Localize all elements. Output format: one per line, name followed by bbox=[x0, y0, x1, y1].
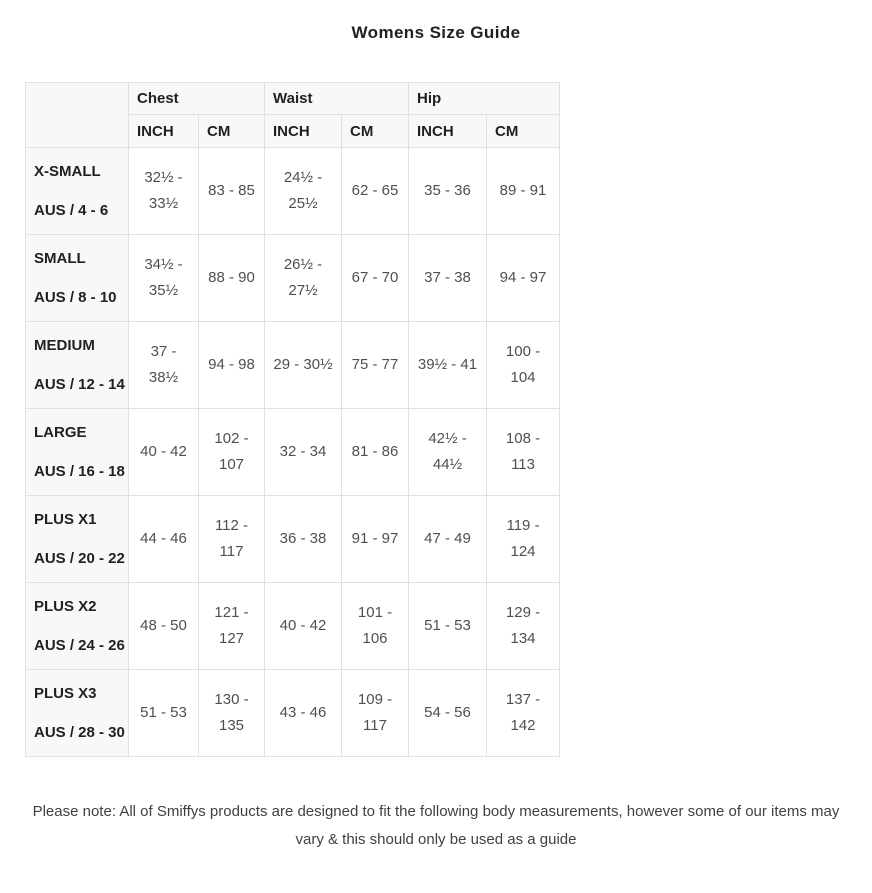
cell-waist-inch: 36 - 38 bbox=[265, 496, 342, 583]
size-label: PLUS X2 bbox=[34, 597, 97, 615]
cell-hip-cm: 137 - 142 bbox=[487, 670, 560, 757]
size-row-large bbox=[26, 409, 560, 496]
cell-hip-inch: 39½ - 41 bbox=[409, 322, 487, 409]
size-label-cell bbox=[26, 583, 129, 670]
size-label-cell bbox=[26, 322, 129, 409]
unit-header-waist-cm: CM bbox=[342, 115, 409, 148]
cell-chest-cm: 112 - 117 bbox=[199, 496, 265, 583]
size-row-plus-x2 bbox=[26, 583, 560, 670]
aus-label: AUS / 12 - 14 bbox=[34, 375, 125, 393]
size-label-cell bbox=[26, 235, 129, 322]
cell-waist-inch: 24½ - 25½ bbox=[265, 148, 342, 235]
unit-header-hip-inch: INCH bbox=[409, 115, 487, 148]
cell-hip-cm: 119 - 124 bbox=[487, 496, 560, 583]
cell-waist-cm: 101 - 106 bbox=[342, 583, 409, 670]
cell-waist-cm: 91 - 97 bbox=[342, 496, 409, 583]
cell-waist-cm: 75 - 77 bbox=[342, 322, 409, 409]
cell-waist-inch: 43 - 46 bbox=[265, 670, 342, 757]
aus-label: AUS / 8 - 10 bbox=[34, 288, 117, 306]
cell-chest-cm: 121 - 127 bbox=[199, 583, 265, 670]
cell-waist-inch: 26½ - 27½ bbox=[265, 235, 342, 322]
cell-chest-cm: 83 - 85 bbox=[199, 148, 265, 235]
cell-chest-inch: 40 - 42 bbox=[129, 409, 199, 496]
cell-chest-inch: 48 - 50 bbox=[129, 583, 199, 670]
note-text: Please note: All of Smiffys products are designed to fit the following body measurements, however some of our items may vary & this should only be used as a guide bbox=[32, 803, 840, 848]
cell-waist-inch: 29 - 30½ bbox=[265, 322, 342, 409]
aus-label: AUS / 24 - 26 bbox=[34, 636, 125, 654]
cell-chest-cm: 88 - 90 bbox=[199, 235, 265, 322]
group-header-row bbox=[26, 83, 560, 115]
size-label: PLUS X1 bbox=[34, 510, 97, 528]
size-guide-table bbox=[25, 82, 560, 757]
unit-header-waist-inch: INCH bbox=[265, 115, 342, 148]
page-title: Womens Size Guide bbox=[351, 23, 521, 42]
unit-header-chest-cm: CM bbox=[199, 115, 265, 148]
cell-chest-inch: 51 - 53 bbox=[129, 670, 199, 757]
size-label-cell bbox=[26, 670, 129, 757]
size-row-x-small bbox=[26, 148, 560, 235]
cell-hip-cm: 129 - 134 bbox=[487, 583, 560, 670]
cell-chest-cm: 94 - 98 bbox=[199, 322, 265, 409]
cell-hip-inch: 54 - 56 bbox=[409, 670, 487, 757]
cell-hip-inch: 35 - 36 bbox=[409, 148, 487, 235]
cell-chest-cm: 130 - 135 bbox=[199, 670, 265, 757]
cell-waist-cm: 109 - 117 bbox=[342, 670, 409, 757]
cell-hip-inch: 47 - 49 bbox=[409, 496, 487, 583]
group-header-waist: Waist bbox=[265, 83, 409, 115]
unit-header-chest-inch: INCH bbox=[129, 115, 199, 148]
cell-hip-cm: 108 - 113 bbox=[487, 409, 560, 496]
cell-waist-cm: 81 - 86 bbox=[342, 409, 409, 496]
cell-chest-inch: 37 - 38½ bbox=[129, 322, 199, 409]
size-label: X-SMALL bbox=[34, 162, 101, 180]
aus-label: AUS / 20 - 22 bbox=[34, 549, 125, 567]
corner-cell bbox=[26, 83, 129, 148]
size-row-plus-x3 bbox=[26, 670, 560, 757]
group-header-hip: Hip bbox=[409, 83, 560, 115]
cell-waist-cm: 67 - 70 bbox=[342, 235, 409, 322]
size-label-cell bbox=[26, 409, 129, 496]
cell-waist-inch: 32 - 34 bbox=[265, 409, 342, 496]
cell-hip-cm: 94 - 97 bbox=[487, 235, 560, 322]
cell-chest-inch: 34½ - 35½ bbox=[129, 235, 199, 322]
size-row-small bbox=[26, 235, 560, 322]
cell-hip-inch: 37 - 38 bbox=[409, 235, 487, 322]
size-label: LARGE bbox=[34, 423, 87, 441]
size-label-cell bbox=[26, 148, 129, 235]
size-label-cell bbox=[26, 496, 129, 583]
aus-label: AUS / 16 - 18 bbox=[34, 462, 125, 480]
aus-label: AUS / 28 - 30 bbox=[34, 723, 125, 741]
cell-chest-cm: 102 - 107 bbox=[199, 409, 265, 496]
cell-hip-inch: 51 - 53 bbox=[409, 583, 487, 670]
cell-hip-cm: 89 - 91 bbox=[487, 148, 560, 235]
size-row-medium bbox=[26, 322, 560, 409]
cell-waist-inch: 40 - 42 bbox=[265, 583, 342, 670]
cell-waist-cm: 62 - 65 bbox=[342, 148, 409, 235]
unit-header-hip-cm: CM bbox=[487, 115, 560, 148]
cell-hip-inch: 42½ - 44½ bbox=[409, 409, 487, 496]
group-header-chest: Chest bbox=[129, 83, 265, 115]
size-label: PLUS X3 bbox=[34, 684, 97, 702]
size-row-plus-x1 bbox=[26, 496, 560, 583]
cell-chest-inch: 44 - 46 bbox=[129, 496, 199, 583]
aus-label: AUS / 4 - 6 bbox=[34, 201, 109, 219]
cell-chest-inch: 32½ - 33½ bbox=[129, 148, 199, 235]
size-label: SMALL bbox=[34, 249, 86, 267]
size-label: MEDIUM bbox=[34, 336, 95, 354]
cell-hip-cm: 100 - 104 bbox=[487, 322, 560, 409]
